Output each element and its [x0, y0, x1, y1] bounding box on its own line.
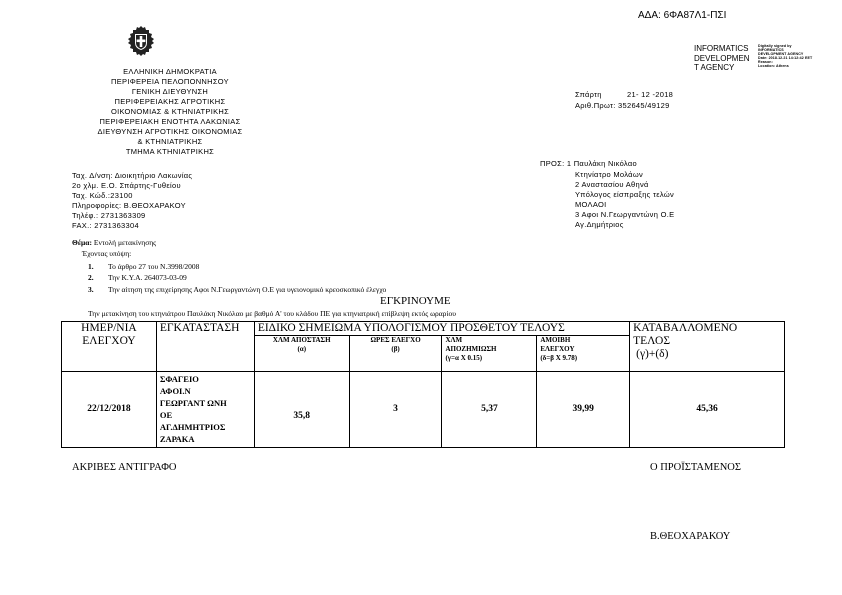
item-text: Την αίτηση της επιχείρησης Αφοι Ν.Γεωργαντώνη Ο.Ε για υγειονομικό κρεοσκοπικό έλεγχο — [108, 285, 387, 294]
head-label: Ο ΠΡΟΪΣΤΑΜΕΝΟΣ — [650, 462, 742, 473]
item-text: Την Κ.Υ.Α. 264073-03-09 — [108, 273, 187, 282]
subheader-text: ΑΠΟΖΗΜΙΩΣΗ — [445, 345, 497, 353]
agency-line: T AGENCY — [694, 63, 735, 72]
contact-line: Ταχ. Δ/νση: Διοικητήριο Λακωνίας — [72, 171, 193, 180]
issuer-line: ΔΙΕΥΘΥΝΣΗ ΑΓΡΟΤΙΚΗΣ ΟΙΚΟΝΟΜΙΑΣ — [97, 127, 243, 136]
approve-text: Την μετακίνηση του κτηνιάτρου Παυλάκη Νικόλαο με βαθμό Α' του κλάδου ΠΕ για κτηνιατρική επίβλεψη εκτός ωραρίου — [88, 309, 456, 318]
header-date: ΗΜΕΡ/ΝΙΑ ΕΛΕΓΧΟΥ — [62, 322, 157, 372]
header-payable-formula: (γ)+(δ) — [636, 348, 669, 360]
subheader-text: ΧΛΜ ΑΠΟΣΤΑΣΗ — [272, 336, 331, 344]
header-payable-line: ΤΕΛΟΣ — [633, 335, 671, 347]
cell-fee: 39,99 — [537, 372, 630, 448]
greek-emblem-icon — [124, 24, 158, 58]
subheader-distance — [254, 336, 349, 372]
contact-line: 2ο χλμ. Ε.Ο. Σπάρτης-Γυθείου — [72, 181, 181, 190]
cell-total: 45,36 — [630, 372, 785, 448]
issuer-line: ΤΜΗΜΑ ΚΤΗΝΙΑΤΡΙΚΗΣ — [125, 147, 215, 156]
numbered-item — [88, 285, 386, 294]
table-row — [62, 372, 785, 448]
issuer-line: & ΚΤΗΝΙΑΤΡΙΚΗΣ — [137, 137, 203, 146]
header-calc: ΕΙΔΙΚΟ ΣΗΜΕΙΩΜΑ ΥΠΟΛΟΓΙΣΜΟΥ ΠΡΟΣΘΕΤΟΥ ΤΕΛΟΥΣ — [254, 322, 629, 336]
subheader-text: ΕΛΕΓΧΟΥ — [540, 345, 575, 353]
fee-table — [61, 321, 785, 448]
contact-line: Πληροφορίες: Β.ΘΕΟΧΑΡΑΚΟΥ — [72, 201, 186, 210]
signature-detail-line: INFORMATICS — [758, 48, 784, 52]
subheader-fee — [537, 336, 630, 372]
document-date: 21- 12 -2018 — [627, 90, 674, 99]
signature-detail-line: DEVELOPMENT AGENCY — [758, 52, 804, 56]
subject-label: Θέμα: — [72, 238, 92, 247]
place-label: Σπάρτη — [575, 90, 602, 99]
issuer-block — [70, 67, 270, 157]
issuer-line: ΕΛΛΗΝΙΚΗ ΔΗΜΟΚΡΑΤΙΑ — [123, 67, 217, 76]
agency-line: DEVELOPMEN — [694, 53, 750, 63]
subheader-hours — [349, 336, 442, 372]
contact-line: Ταχ. Κώδ.:23100 — [72, 191, 133, 200]
agency-line: INFORMATICS — [694, 44, 749, 53]
facility-line: ΣΦΑΓΕΙΟ — [159, 374, 199, 384]
cell-km-compensation: 5,37 — [442, 372, 537, 448]
recipient-block — [575, 170, 674, 230]
facility-line: ΓΕΩΡΓΑΝΤ ΩΝΗ — [159, 398, 227, 408]
signature-detail-line: Reason: — [758, 60, 773, 64]
contact-block — [72, 171, 192, 231]
issuer-line: ΓΕΝΙΚΗ ΔΙΕΥΘΥΝΣΗ — [131, 87, 209, 96]
cell-date: 22/12/2018 — [62, 372, 157, 448]
issuer-line: ΠΕΡΙΦΕΡΕΙΑΚΗ ΕΝΟΤΗΤΑ ΛΑΚΩΝΙΑΣ — [99, 117, 241, 126]
ada-code: ΑΔΑ: 6ΦΑ87Λ1-ΠΣΙ — [638, 10, 727, 21]
recipient-line: Υπόλογος είσπραξης τελών — [575, 190, 675, 199]
signer-name: Β.ΘΕΟΧΑΡΑΚΟΥ — [650, 531, 731, 542]
recipient-line: ΜΟΛΑΟΙ — [575, 200, 607, 209]
recipient-line: 3 Αφοι Ν.Γεωργαντώνη Ο.Ε — [575, 210, 675, 219]
item-text: Το άρθρο 27 του Ν.3998/2008 — [108, 262, 200, 271]
issuer-line: ΠΕΡΙΦΕΡΕΙΑ ΠΕΛΟΠΟΝΝΗΣΟΥ — [111, 77, 229, 86]
subheader-formula: (γ=α Χ 0.15) — [445, 354, 483, 362]
subject-text: Εντολή μετακίνησης — [93, 238, 157, 247]
subheader-text: ΩΡΕΣ ΕΛΕΓΧΟ — [370, 336, 421, 344]
contact-line: Τηλέφ.: 2731363309 — [72, 211, 146, 220]
recipient-line: ΠΡΟΣ: 1 Παυλάκη Νικόλαο — [540, 159, 637, 168]
true-copy-label: ΑΚΡΙΒΕΣ ΑΝΤΙΓΡΑΦΟ — [72, 462, 177, 473]
item-number: 2. — [88, 273, 94, 282]
facility-line: ΑΓ.ΔΗΜΗΤΡΙΟΣ — [159, 422, 226, 432]
header-payable — [630, 322, 785, 372]
cell-hours: 3 — [349, 372, 442, 448]
recipient-line: Κτηνίατρο Μολάων — [575, 170, 644, 179]
facility-line: ΖΑΡΑΚΑ — [159, 434, 195, 444]
recipient-line: Αγ.Δημήτριος — [575, 220, 624, 229]
facility-line: ΑΦΟΙ.Ν — [159, 386, 191, 396]
agency-stamp — [694, 44, 750, 73]
subheader-km-compensation — [442, 336, 537, 372]
cell-facility — [156, 372, 254, 448]
subheader-text: ΑΜΟΙΒΗ — [540, 336, 571, 344]
subject-line — [72, 238, 156, 247]
issuer-line: ΠΕΡΙΦΕΡΕΙΑΚΗΣ ΑΓΡΟΤΙΚΗΣ — [114, 97, 226, 106]
protocol-number: Αριθ.Πρωτ: 352645/49129 — [575, 101, 670, 110]
signature-detail-line: Digitally signed by — [758, 44, 792, 48]
header-payable-line: ΚΑΤΑΒΑΛΛΟΜΕΝΟ — [633, 322, 738, 334]
item-number: 1. — [88, 262, 94, 271]
signature-detail-line: Date: 2018.12.21 14:12:42 EET — [758, 56, 813, 60]
item-number: 3. — [88, 285, 94, 294]
subheader-formula: (δ=β Χ 9.78) — [540, 354, 578, 362]
considering-label: Έχοντας υπόψη: — [82, 249, 132, 258]
recipient-line: 2 Αναστασίου Αθηνά — [575, 180, 649, 189]
approve-heading: ΕΓΚΡΙΝΟΥΜΕ — [380, 295, 451, 307]
agency-signature-details — [758, 44, 812, 68]
facility-line: ΟΕ — [159, 410, 173, 420]
header-facility: ΕΓΚΑΤΑΣΤΑΣΗ — [156, 322, 254, 372]
subheader-symbol: (β) — [391, 345, 400, 353]
subheader-text: ΧΛΜ — [445, 336, 463, 344]
numbered-item — [88, 262, 199, 271]
subheader-symbol: (α) — [297, 345, 307, 353]
numbered-item — [88, 273, 187, 282]
cell-distance: 35,8 — [254, 372, 349, 448]
issuer-line: ΟΙΚΟΝΟΜΙΑΣ & ΚΤΗΝΙΑΤΡΙΚΗΣ — [110, 107, 230, 116]
contact-line: FAX.: 2731363304 — [72, 221, 139, 230]
signature-detail-line: Location: Athens — [758, 64, 789, 68]
